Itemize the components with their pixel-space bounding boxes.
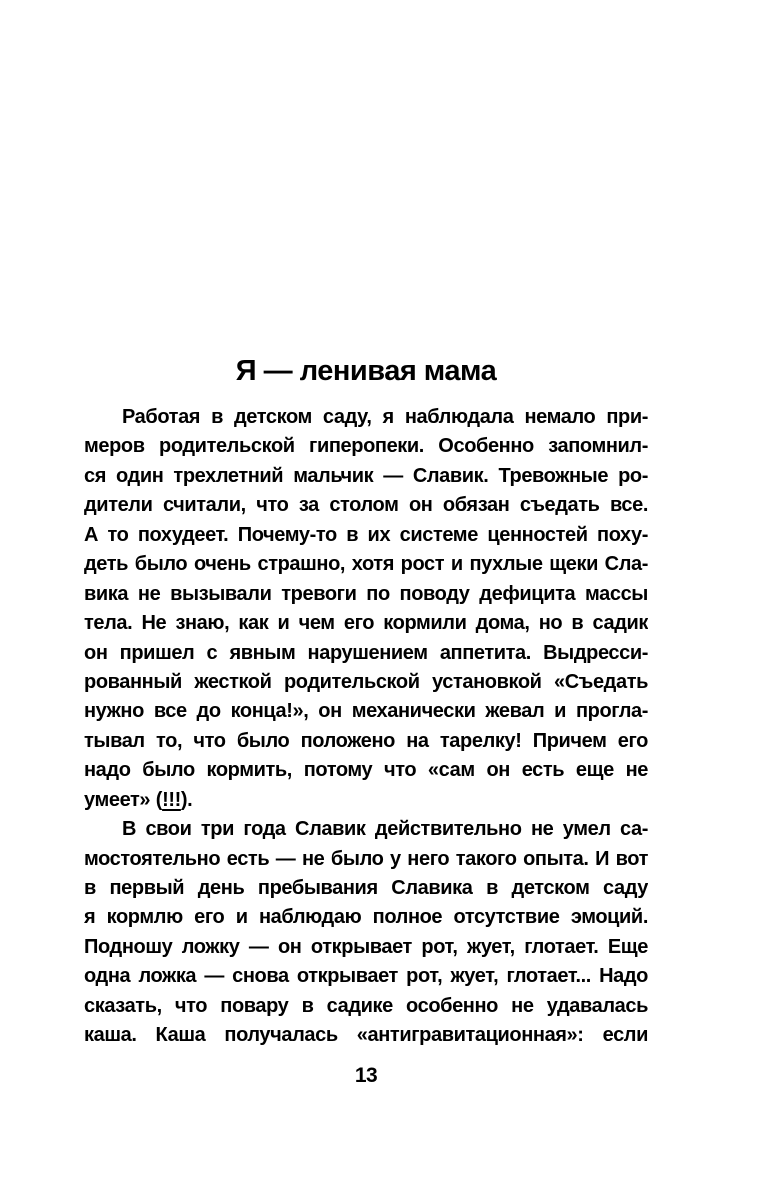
text-line: надо было кормить, потому что «сам он есть еще не	[84, 759, 648, 782]
body-text	[84, 403, 648, 1051]
text-line: Подношу ложку — он открывает рот, жует, глотает. Еще	[84, 935, 648, 958]
text-line: мостоятельно есть — не было у него такого опыта. И вот	[84, 847, 648, 870]
chapter-title: Я — ленивая мама	[235, 355, 497, 387]
text-line: Работая в детском саду, я наблюдала немало при-	[122, 406, 648, 428]
text-segment: умеет» (	[84, 788, 163, 811]
text-line: В свои три года Славик действительно не умел са-	[122, 818, 648, 841]
text-line: ся один трехлетний мальчик — Славик. Тревожные ро-	[84, 464, 648, 487]
text-line: каша. Каша получалась «антигравитационная»: если	[84, 1024, 648, 1047]
text-line: рованный жесткой родительской установкой «Съедать	[84, 670, 648, 693]
page-number: 13	[354, 1064, 378, 1087]
text-line: деть было очень страшно, хотя рост и пухлые щеки Сла-	[84, 553, 648, 576]
text-line	[84, 786, 648, 815]
text-line: тывал то, что было положено на тарелку! Причем его	[84, 729, 648, 752]
text-segment: ).	[180, 788, 193, 811]
text-line: вика не вызывали тревоги по поводу дефицита массы	[84, 582, 648, 605]
text-line: нужно все до конца!», он механически жевал и прогла-	[84, 700, 648, 723]
text-line: он пришел с явным нарушением аппетита. Выдресси-	[84, 641, 648, 664]
text-line: сказать, что повару в садике особенно не удавалась	[84, 994, 648, 1017]
text-line: меров родительской гиперопеки. Особенно запомнил-	[84, 435, 648, 458]
underlined-exclamation: !!!	[162, 788, 181, 811]
text-line: тела. Не знаю, как и чем его кормили дома, но в садик	[84, 612, 648, 635]
text-line: я кормлю его и наблюдаю полное отсутствие эмоций.	[84, 906, 648, 929]
text-line: одна ложка — снова открывает рот, жует, глотает... Надо	[84, 965, 648, 988]
text-line: А то похудеет. Почему-то в их системе ценностей поху-	[84, 523, 648, 546]
text-line: дители считали, что за столом он обязан съедать все.	[84, 494, 648, 517]
text-line: в первый день пребывания Славика в детском саду	[84, 877, 648, 899]
